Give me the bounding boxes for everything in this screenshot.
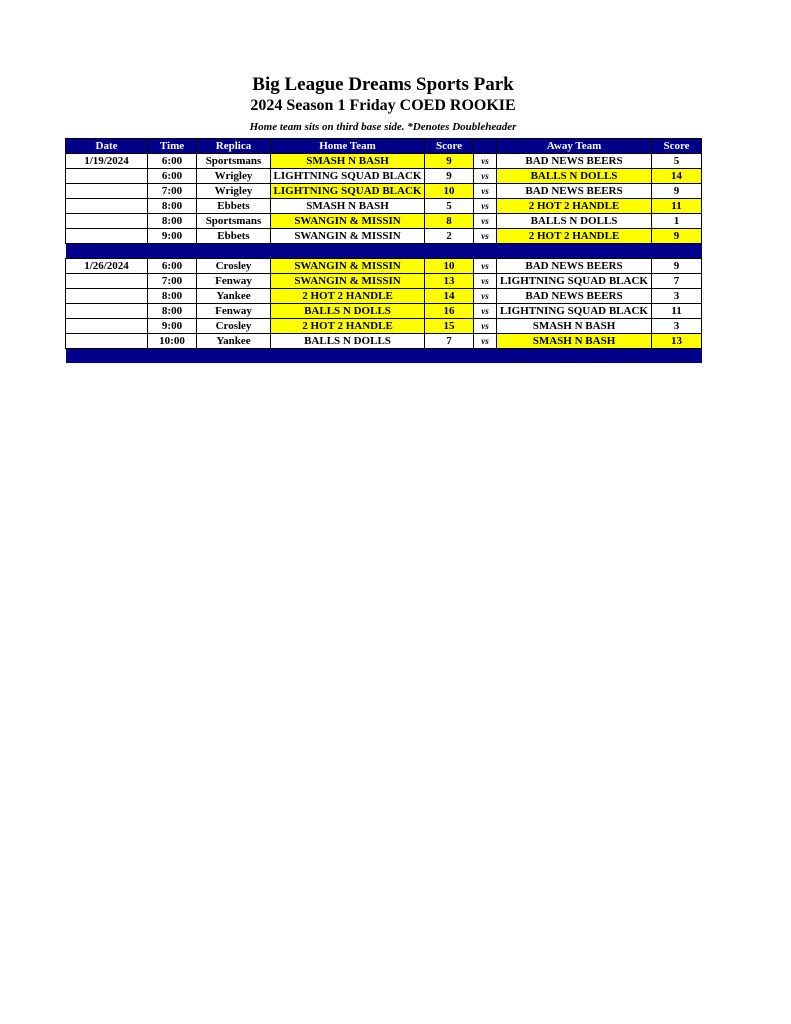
away-team-cell: BAD NEWS BEERS <box>497 184 652 199</box>
away-score-cell: 11 <box>652 304 702 319</box>
away-team-cell: BAD NEWS BEERS <box>497 154 652 169</box>
date-cell <box>66 199 148 214</box>
week-separator-bar <box>66 244 702 259</box>
home-team-cell: SMASH N BASH <box>271 154 425 169</box>
week-separator <box>66 349 702 364</box>
time-cell: 6:00 <box>148 169 197 184</box>
vs-cell: vs <box>474 289 497 304</box>
away-score-cell: 5 <box>652 154 702 169</box>
replica-cell: Wrigley <box>197 184 271 199</box>
date-cell <box>66 274 148 289</box>
away-team-cell: BALLS N DOLLS <box>497 214 652 229</box>
home-score-cell: 8 <box>425 214 474 229</box>
vs-cell: vs <box>474 229 497 244</box>
date-cell <box>66 214 148 229</box>
time-cell: 8:00 <box>148 289 197 304</box>
replica-cell: Sportsmans <box>197 154 271 169</box>
game-row <box>66 319 702 334</box>
time-cell: 6:00 <box>148 154 197 169</box>
date-cell <box>66 304 148 319</box>
week-separator-bar <box>66 349 702 364</box>
home-score-cell: 9 <box>425 169 474 184</box>
date-cell <box>66 184 148 199</box>
header-row <box>66 139 702 154</box>
away-score-cell: 7 <box>652 274 702 289</box>
week-separator <box>66 244 702 259</box>
replica-cell: Ebbets <box>197 199 271 214</box>
home-score-cell: 10 <box>425 259 474 274</box>
away-score-cell: 9 <box>652 184 702 199</box>
home-team-cell: LIGHTNING SQUAD BLACK <box>271 184 425 199</box>
time-cell: 7:00 <box>148 184 197 199</box>
away-team-cell: 2 HOT 2 HANDLE <box>497 199 652 214</box>
col-header-vs <box>474 139 497 154</box>
home-score-cell: 16 <box>425 304 474 319</box>
replica-cell: Ebbets <box>197 229 271 244</box>
game-row <box>66 169 702 184</box>
replica-cell: Sportsmans <box>197 214 271 229</box>
away-score-cell: 3 <box>652 319 702 334</box>
time-cell: 8:00 <box>148 304 197 319</box>
time-cell: 9:00 <box>148 319 197 334</box>
date-cell <box>66 289 148 304</box>
date-cell <box>66 334 148 349</box>
home-team-cell: SWANGIN & MISSIN <box>271 259 425 274</box>
time-cell: 8:00 <box>148 199 197 214</box>
home-team-cell: BALLS N DOLLS <box>271 334 425 349</box>
away-team-cell: SMASH N BASH <box>497 319 652 334</box>
time-cell: 8:00 <box>148 214 197 229</box>
vs-cell: vs <box>474 304 497 319</box>
vs-cell: vs <box>474 169 497 184</box>
home-score-cell: 7 <box>425 334 474 349</box>
date-cell <box>66 169 148 184</box>
home-score-cell: 9 <box>425 154 474 169</box>
home-score-cell: 13 <box>425 274 474 289</box>
replica-cell: Crosley <box>197 319 271 334</box>
home-team-cell: BALLS N DOLLS <box>271 304 425 319</box>
home-team-cell: 2 HOT 2 HANDLE <box>271 319 425 334</box>
away-score-cell: 9 <box>652 229 702 244</box>
game-row <box>66 184 702 199</box>
away-team-cell: SMASH N BASH <box>497 334 652 349</box>
time-cell: 7:00 <box>148 274 197 289</box>
away-team-cell: BAD NEWS BEERS <box>497 289 652 304</box>
game-row <box>66 259 702 274</box>
replica-cell: Fenway <box>197 304 271 319</box>
vs-cell: vs <box>474 259 497 274</box>
replica-cell: Fenway <box>197 274 271 289</box>
away-team-cell: LIGHTNING SQUAD BLACK <box>497 304 652 319</box>
vs-cell: vs <box>474 154 497 169</box>
vs-cell: vs <box>474 334 497 349</box>
vs-cell: vs <box>474 184 497 199</box>
vs-cell: vs <box>474 274 497 289</box>
home-score-cell: 10 <box>425 184 474 199</box>
vs-cell: vs <box>474 214 497 229</box>
game-row <box>66 289 702 304</box>
home-team-cell: SWANGIN & MISSIN <box>271 214 425 229</box>
col-header-home-team: Home Team <box>271 139 425 154</box>
home-score-cell: 14 <box>425 289 474 304</box>
schedule-body <box>66 154 702 364</box>
date-cell: 1/19/2024 <box>66 154 148 169</box>
col-header-replica: Replica <box>197 139 271 154</box>
away-score-cell: 11 <box>652 199 702 214</box>
date-cell <box>66 229 148 244</box>
replica-cell: Wrigley <box>197 169 271 184</box>
away-team-cell: 2 HOT 2 HANDLE <box>497 229 652 244</box>
col-header-date: Date <box>66 139 148 154</box>
game-row <box>66 154 702 169</box>
game-row <box>66 274 702 289</box>
home-score-cell: 5 <box>425 199 474 214</box>
home-team-cell: SMASH N BASH <box>271 199 425 214</box>
col-header-time: Time <box>148 139 197 154</box>
schedule-table <box>65 138 702 363</box>
away-score-cell: 3 <box>652 289 702 304</box>
away-score-cell: 9 <box>652 259 702 274</box>
game-row <box>66 334 702 349</box>
home-team-cell: LIGHTNING SQUAD BLACK <box>271 169 425 184</box>
game-row <box>66 214 702 229</box>
replica-cell: Yankee <box>197 334 271 349</box>
game-row <box>66 229 702 244</box>
away-score-cell: 13 <box>652 334 702 349</box>
away-score-cell: 1 <box>652 214 702 229</box>
home-score-cell: 2 <box>425 229 474 244</box>
home-team-cell: SWANGIN & MISSIN <box>271 274 425 289</box>
col-header-away-team: Away Team <box>497 139 652 154</box>
away-team-cell: LIGHTNING SQUAD BLACK <box>497 274 652 289</box>
page-title: Big League Dreams Sports Park <box>252 74 514 95</box>
col-header-away-score: Score <box>652 139 702 154</box>
date-cell <box>66 319 148 334</box>
col-header-home-score: Score <box>425 139 474 154</box>
vs-cell: vs <box>474 319 497 334</box>
replica-cell: Yankee <box>197 289 271 304</box>
away-score-cell: 14 <box>652 169 702 184</box>
away-team-cell: BALLS N DOLLS <box>497 169 652 184</box>
replica-cell: Crosley <box>197 259 271 274</box>
page-subtitle: 2024 Season 1 Friday COED ROOKIE <box>250 97 516 114</box>
vs-cell: vs <box>474 199 497 214</box>
home-team-cell: SWANGIN & MISSIN <box>271 229 425 244</box>
time-cell: 6:00 <box>148 259 197 274</box>
game-row <box>66 304 702 319</box>
away-team-cell: BAD NEWS BEERS <box>497 259 652 274</box>
schedule-note: Home team sits on third base side. *Denotes Doubleheader <box>249 121 517 133</box>
date-cell: 1/26/2024 <box>66 259 148 274</box>
home-team-cell: 2 HOT 2 HANDLE <box>271 289 425 304</box>
time-cell: 10:00 <box>148 334 197 349</box>
game-row <box>66 199 702 214</box>
time-cell: 9:00 <box>148 229 197 244</box>
home-score-cell: 15 <box>425 319 474 334</box>
